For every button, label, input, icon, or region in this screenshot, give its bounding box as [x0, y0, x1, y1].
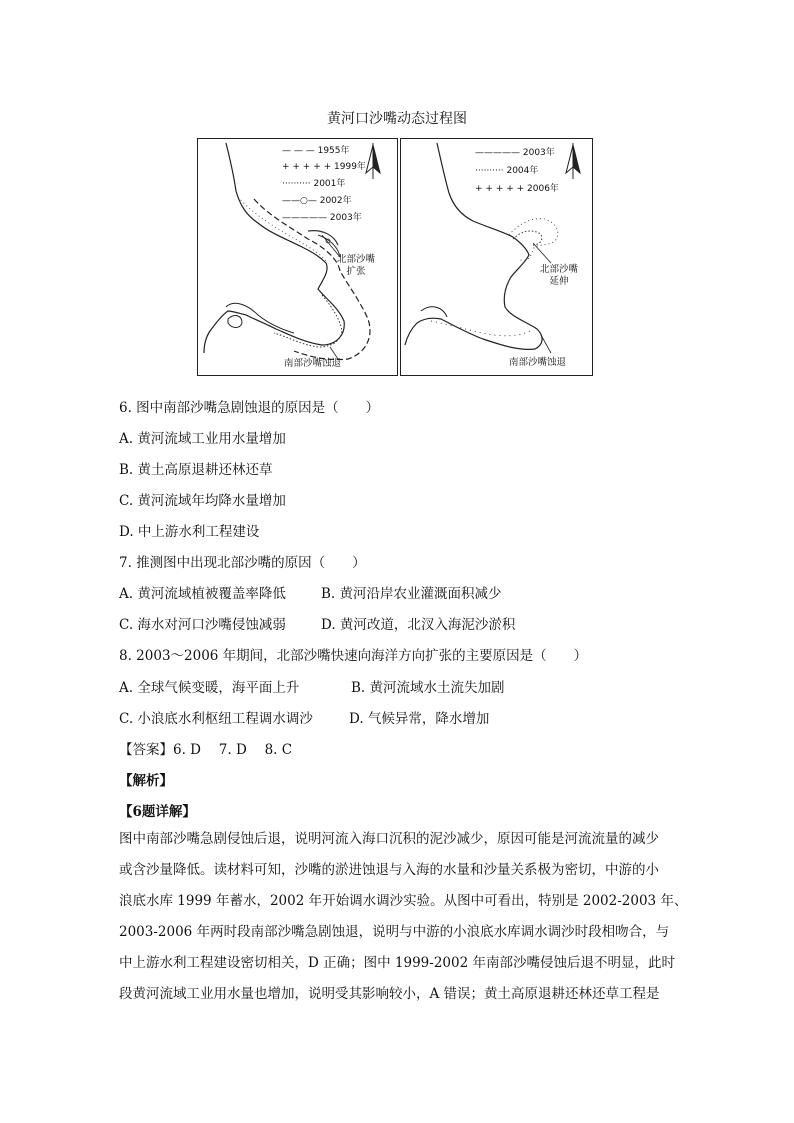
- legend-2001: ·········· 2001年: [282, 179, 346, 189]
- q8-option-c: C. 小浪底水利枢纽工程调水调沙: [119, 711, 313, 727]
- right-label-north: [540, 264, 578, 288]
- legend-r-2004: ·········· 2004年: [475, 166, 539, 176]
- answer-line: 【答案】6. D 7. D 8. C: [119, 742, 293, 758]
- right-label-north-line1: 北部沙嘴: [540, 264, 579, 275]
- detail-line: 图中南部沙嘴急剧侵蚀后退，说明河流入海口沉积的泥沙减少，原因可能是河流流量的减少: [119, 831, 659, 847]
- detail-line: 浪底水库 1999 年蓄水，2002 年开始调水调沙实验。从图中可看出，特别是 2002-2003 年、: [119, 893, 688, 909]
- left-label-north-line1: 北部沙嘴: [337, 254, 376, 265]
- q8-option-b: B. 黄河流域水土流失加剧: [351, 680, 505, 696]
- q6-option-d: D. 中上游水利工程建设: [119, 524, 260, 540]
- q7-option-c: C. 海水对河口沙嘴侵蚀减弱: [119, 617, 286, 633]
- q7-option-b: B. 黄河沿岸农业灌溉面积减少: [321, 586, 502, 602]
- detail-line: 段黄河流域工业用水量也增加，说明受其影响较小，A 错误；黄土高原退耕还林还草工程是: [119, 986, 660, 1002]
- legend-2002-label: 2002年: [319, 196, 352, 206]
- q6-option-c: C. 黄河流域年均降水量增加: [119, 493, 286, 509]
- q7-option-d: D. 黄河改道，北汊入海泥沙淤积: [321, 617, 516, 633]
- q6-option-b: B. 黄土高原退耕还林还草: [119, 462, 273, 478]
- legend-1955-label: 1955年: [317, 146, 350, 156]
- q6-option-a: A. 黄河流域工业用水量增加: [119, 431, 286, 447]
- legend-r-2006-label: 2006年: [527, 184, 559, 194]
- line-1999: [238, 197, 326, 261]
- left-label-south: 南部沙嘴蚀退: [284, 358, 342, 369]
- left-label-north-line2: 扩张: [346, 266, 366, 277]
- detail-heading: 【6题详解】: [119, 804, 196, 820]
- line-2003: [308, 231, 338, 245]
- legend-r-2003-label: 2003年: [522, 148, 555, 158]
- detail-line: 中上游水利工程建设密切相关，D 正确；图中 1999-2002 年南部沙嘴侵蚀后退不明显，此时: [119, 955, 675, 971]
- legend-2003-label: 2003年: [329, 213, 362, 223]
- q8-option-d: D. 气候异常，降水增加: [349, 711, 490, 727]
- legend-r-2006: + + + + + 2006年: [475, 184, 559, 194]
- legend-1999: + + + + + 1999年: [282, 162, 366, 172]
- north-arrow-icon: [366, 143, 380, 179]
- q8-option-a: A. 全球气候变暖，海平面上升: [119, 680, 300, 696]
- north-arrow-icon: [566, 143, 580, 179]
- legend-2002: ——○— 2002年: [282, 196, 352, 206]
- legend-r-2003: ————— 2003年: [475, 148, 555, 158]
- q8-options-row2: [119, 707, 489, 727]
- q7-option-a: A. 黄河流域植被覆盖率降低: [119, 586, 286, 602]
- legend-1999-label: 1999年: [334, 162, 366, 172]
- q7-options-row2: [119, 613, 515, 633]
- right-map: [400, 138, 593, 376]
- q7-stem: 7. 推测图中出现北部沙嘴的原因（ ）: [119, 555, 366, 571]
- figure-title: 黄河口沙嘴动态过程图: [327, 111, 467, 127]
- q8-stem: 8. 2003～2006 年期间，北部沙嘴快速向海洋方向扩张的主要原因是（ ）: [119, 648, 588, 664]
- detail-line: 或含沙量降低。读材料可知，沙嘴的淤进蚀退与入海的水量和沙量关系极为密切，中游的小: [119, 862, 659, 878]
- analysis-heading: 【解析】: [119, 773, 173, 789]
- line-1955: [254, 199, 370, 360]
- q7-options-row1: [119, 582, 502, 602]
- legend-2001-label: 2001年: [313, 179, 346, 189]
- right-label-south: 南部沙嘴蚀退: [509, 357, 567, 368]
- legend-2003: ————— 2003年: [282, 213, 362, 223]
- legend-r-2004-label: 2004年: [506, 166, 539, 176]
- right-label-north-line2: 延伸: [549, 276, 569, 287]
- detail-line: 2003-2006 年两时段南部沙嘴急剧蚀退，说明与中游的小浪底水库调水调沙时段相吻合，与: [119, 924, 670, 940]
- q6-stem: 6. 图中南部沙嘴急剧蚀退的原因是（ ）: [119, 400, 380, 416]
- detail-paragraph: [119, 824, 688, 1010]
- line-2004: [513, 231, 542, 245]
- left-label-north: [337, 254, 375, 278]
- left-map: [197, 138, 398, 376]
- q8-options-row1: [119, 676, 505, 696]
- legend-1955: — — — 1955年: [282, 146, 350, 156]
